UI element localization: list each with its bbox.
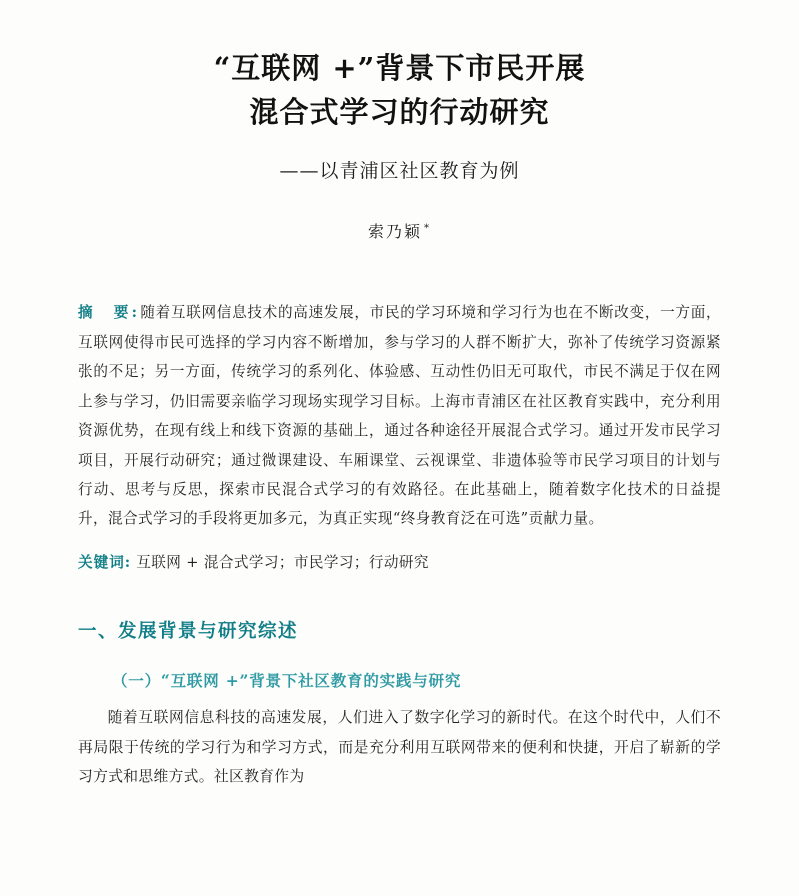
abstract-label: 摘 要:	[78, 304, 141, 322]
title-line-1: “互联网 +”背景下市民开展	[213, 51, 586, 85]
title-line-2: 混合式学习的行动研究	[249, 95, 550, 130]
keywords-label: 关键词:	[78, 553, 132, 571]
author-name	[78, 219, 721, 242]
body-paragraph: 随着互联网信息科技的高速发展，人们进入了数字化学习的新时代。在这个时代中，人们不再局限于传统的学习行为和学习方式，而是充分利用互联网带来的便利和快捷，开启了崭新的学习方式和思维方式。社区教育作为	[78, 709, 721, 786]
subsection-heading: （一）“互联网 +”背景下社区教育的实践与研究	[112, 671, 462, 691]
abstract-text: 随着互联网信息技术的高速发展，市民的学习环境和学习行为也在不断改变，一方面，互联网使得市民可选择的学习内容不断增加，参与学习的人群不断扩大，弥补了传统学习资源紧张的不足；另一方面，传统学习的系列化、体验感、互动性仍旧无可取代，市民不满足于仅在网上参与学习，仍旧需要亲临学习现场实现学习目标。上海市青浦区在社区教育实践中，充分利用资源优势，在现有线上和线下资源的基础上，通过各种途径开展混合式学习。通过开发市民学习项目，开展行动研究；通过微课建设、车厢课堂、云视课堂、非遗体验等市民学习项目的计划与行动、思考与反思，探索市民混合式学习的有效路径。在此基础上，随着数字化技术的日益提升，混合式学习的手段将更加多元，为真正实现“终身教育泛在可选”贡献力量。	[78, 304, 721, 528]
abstract-block	[78, 298, 721, 534]
subtitle: ——以青浦区社区教育为例	[279, 160, 520, 183]
page-title	[78, 46, 721, 134]
author-footnote-mark: *	[424, 222, 431, 234]
title-block	[78, 0, 721, 242]
section-heading: 一、发展背景与研究综述	[78, 621, 299, 643]
author-label: 索乃颖	[367, 222, 422, 242]
keywords-block	[78, 548, 721, 577]
keywords-text: 互联网 + 混合式学习；市民学习；行动研究	[136, 553, 429, 571]
